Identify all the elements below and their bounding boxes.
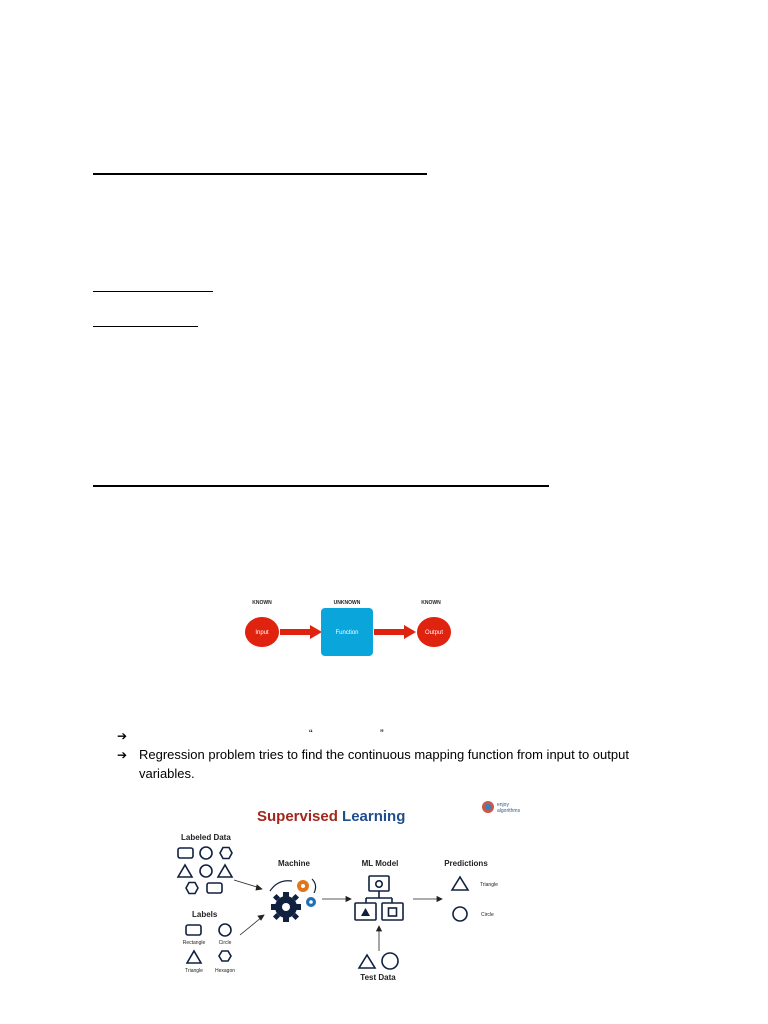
open-quote: “ — [309, 728, 313, 740]
brand-logo — [482, 801, 521, 814]
regression-description: Regression problem tries to find the continuous mapping function from input to output variables. — [139, 747, 629, 781]
rectangle-icon — [207, 883, 222, 893]
triangle-icon — [187, 951, 201, 963]
circle-icon — [200, 847, 212, 859]
heading-rule-2 — [93, 291, 213, 292]
labels-heading: Labels — [192, 910, 218, 919]
triangle-icon — [218, 865, 232, 877]
circle-icon — [200, 865, 212, 877]
arrow-right-icon: ➔ — [117, 729, 128, 743]
circle-icon — [382, 953, 398, 969]
arrow-right-icon: ➔ — [117, 748, 128, 762]
predictions-heading: Predictions — [444, 859, 488, 868]
known-right-label: KNOWN — [421, 600, 441, 606]
label-rectangle: Rectangle — [182, 940, 206, 946]
known-left-label: KNOWN — [252, 600, 272, 606]
mapping-function-diagram — [232, 592, 472, 672]
circle-icon — [219, 924, 231, 936]
rectangle-icon — [178, 848, 193, 858]
arrow-icon — [413, 897, 442, 902]
supervised-learning-diagram — [172, 795, 532, 990]
rectangle-icon — [186, 925, 201, 935]
bullet-item-1 — [117, 727, 139, 745]
gear-icon — [270, 879, 316, 922]
label-hexagon: Hexagon — [214, 968, 236, 974]
arrow-icon — [377, 926, 382, 951]
output-node-label: Output — [424, 630, 444, 636]
label-circle: Circle — [218, 940, 232, 946]
triangle-icon — [359, 955, 375, 968]
circle-icon — [453, 907, 467, 921]
labeled-data-shapes — [178, 847, 232, 894]
triangle-icon — [178, 865, 192, 877]
bullet-item-2 — [117, 746, 139, 764]
arrow-icon — [374, 625, 416, 639]
hexagon-icon — [186, 883, 198, 894]
function-node-label: Function — [335, 630, 359, 636]
brand-line1: enjoy — [497, 802, 509, 808]
ml-model-heading: ML Model — [361, 859, 399, 868]
unknown-label: UNKNOWN — [333, 600, 361, 606]
heading-rule-3 — [93, 326, 198, 327]
test-data-heading: Test Data — [360, 973, 396, 982]
close-quote: ” — [380, 728, 384, 740]
label-triangle: Triangle — [185, 968, 203, 974]
test-data-shapes — [359, 953, 398, 969]
heading-rule-1 — [93, 173, 427, 175]
hexagon-icon — [219, 951, 231, 961]
labeled-data-heading: Labeled Data — [181, 833, 231, 842]
heading-rule-4 — [93, 485, 549, 487]
input-arrows — [234, 880, 264, 935]
arrow-icon — [322, 897, 351, 902]
input-node-label: Input — [255, 630, 269, 636]
hexagon-icon — [220, 848, 232, 859]
title-part-supervised: Supervised — [257, 808, 338, 825]
prediction-shapes — [452, 877, 468, 921]
title-part-learning: Learning — [337, 808, 406, 825]
prediction-triangle: Triangle — [480, 882, 498, 888]
arrow-icon — [280, 625, 322, 639]
prediction-circle: Circle — [481, 912, 494, 918]
machine-heading: Machine — [277, 859, 311, 868]
ml-model-icon — [355, 876, 403, 920]
brand-line2: algorithms — [497, 808, 521, 814]
triangle-icon — [452, 877, 468, 890]
diagram-title — [257, 808, 405, 825]
